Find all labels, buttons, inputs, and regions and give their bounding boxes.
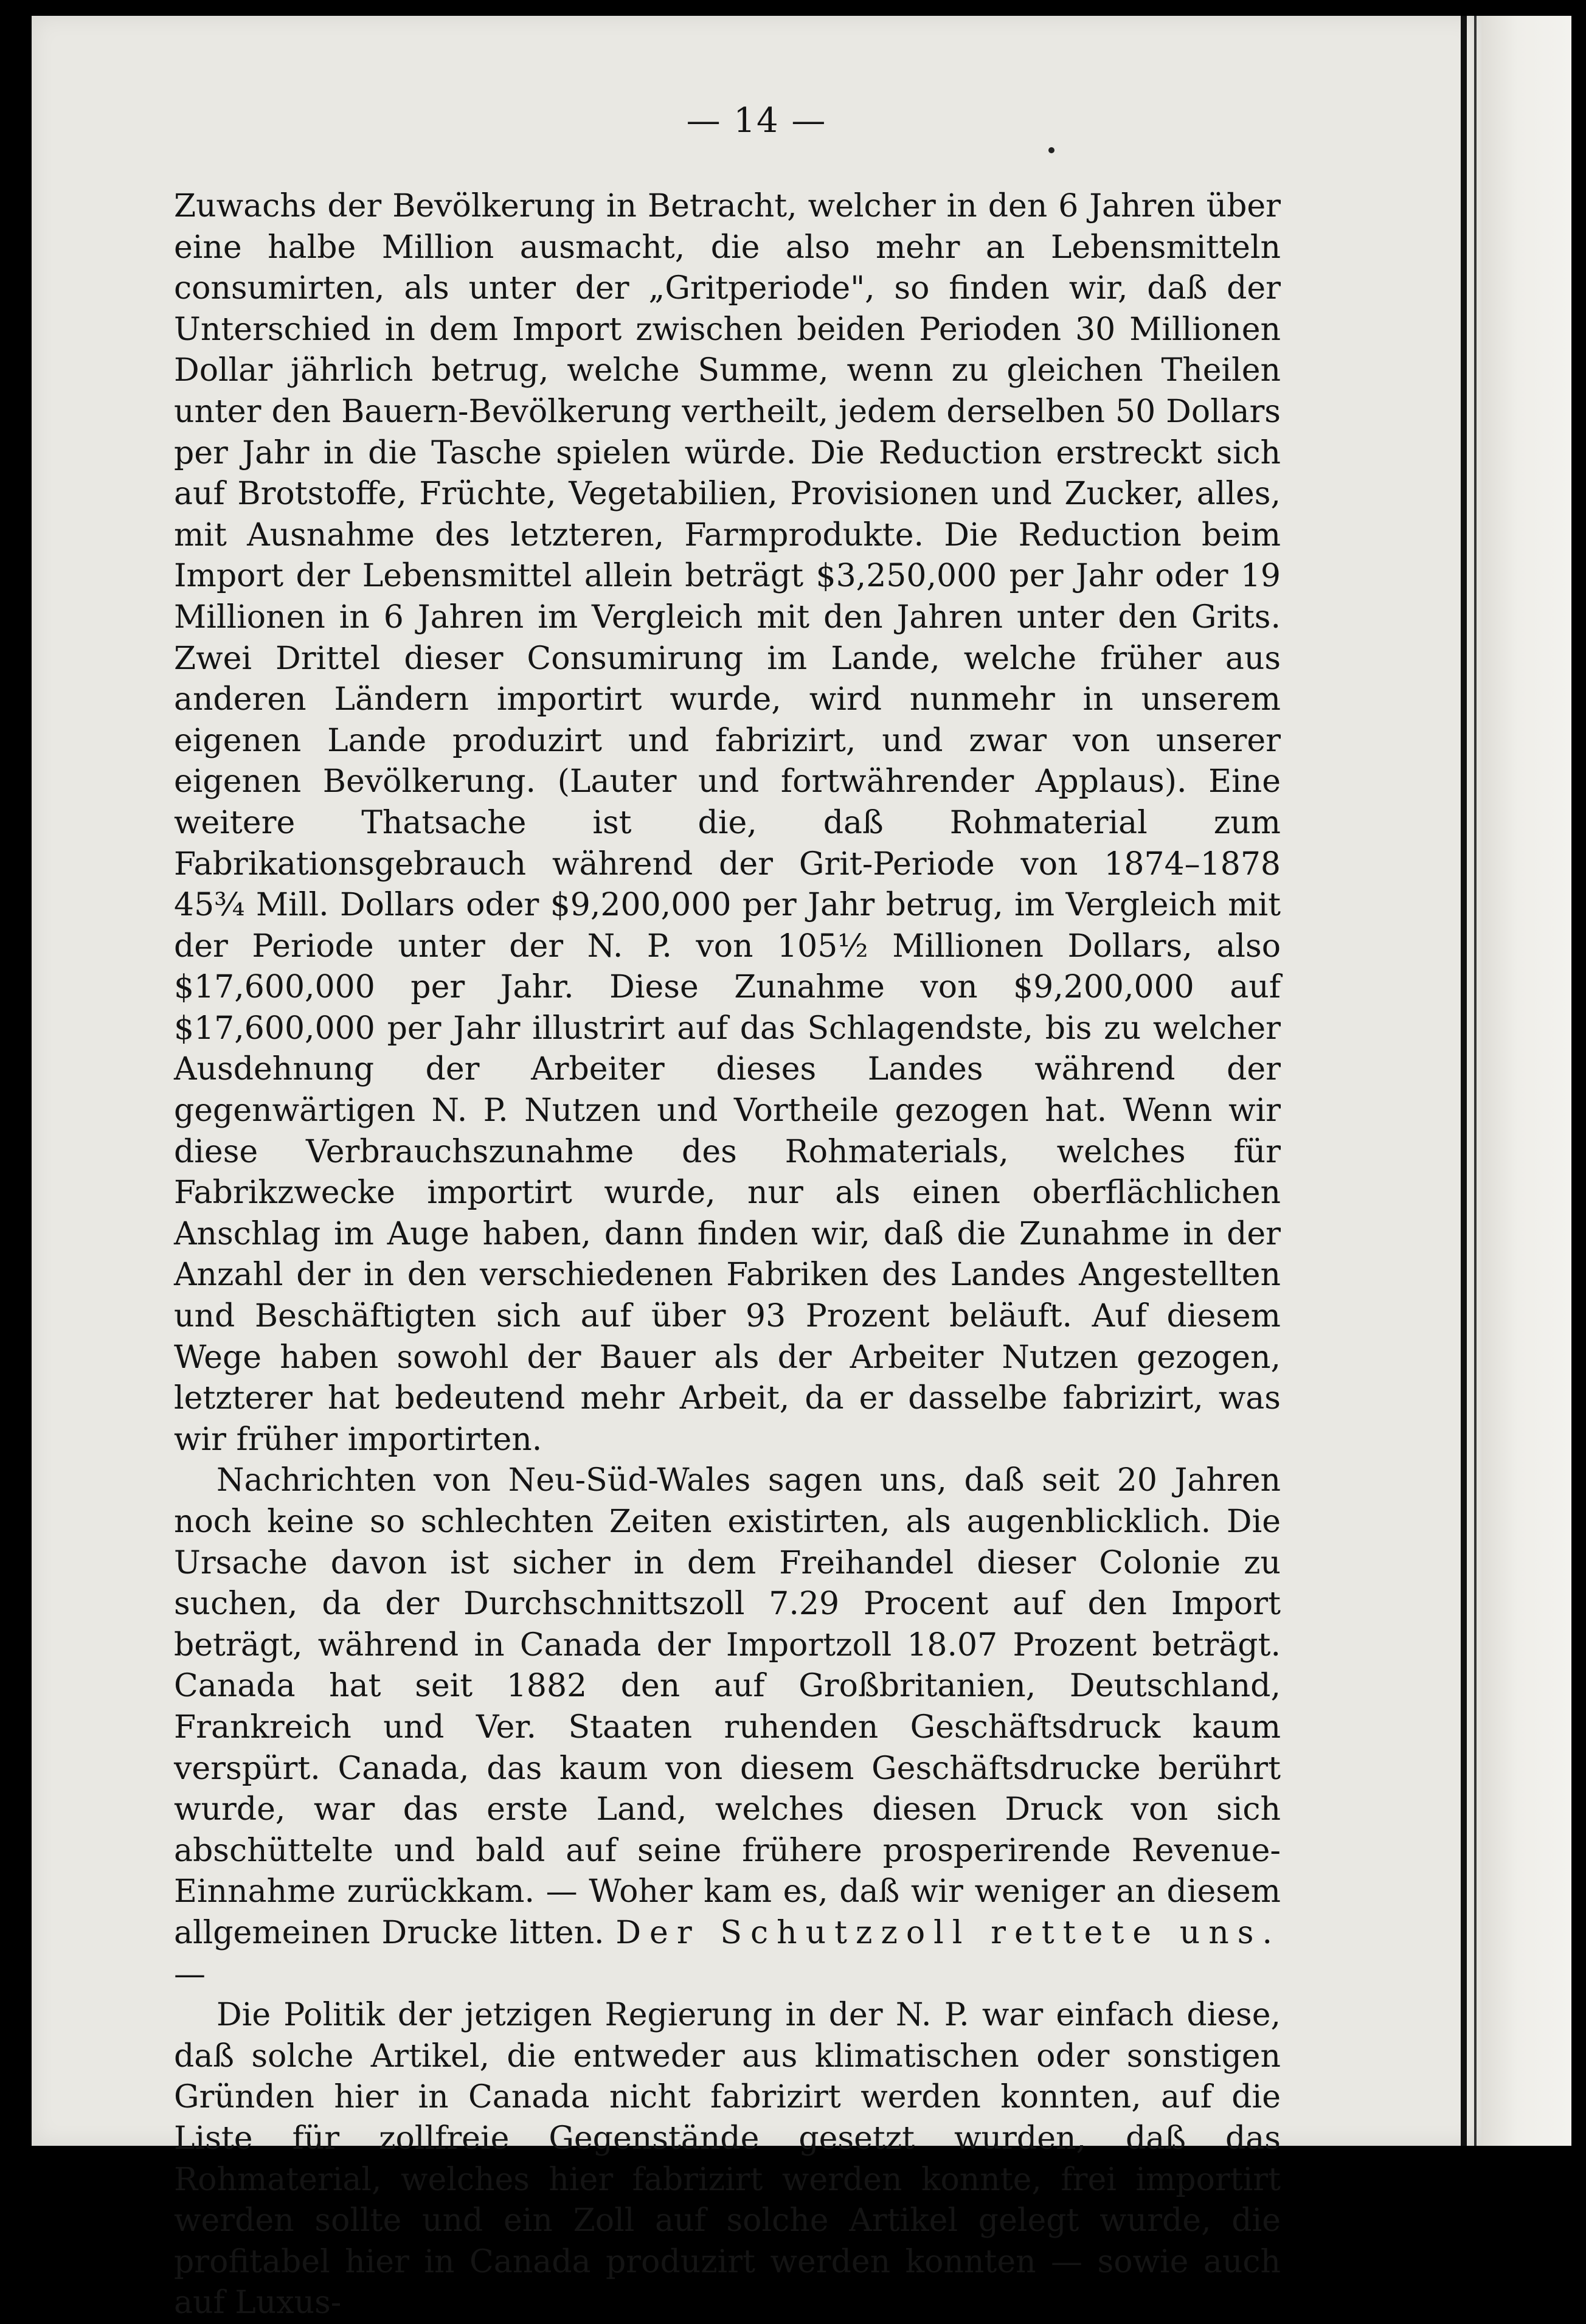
paragraph-2 bbox=[174, 1460, 1281, 1995]
spaced-emphasis-tail: — bbox=[174, 1955, 206, 1993]
paragraph-2-text: Nachrichten von Neu-Süd-Wales sagen uns, daß seit 20 Jahren noch keine so schlechten Zeiten existirten, als augenblicklich. Die Ursache davon ist sicher in dem Freihandel dieser Colonie zu suchen, da der Durchschnittszoll 7.29 Procent auf den Import beträgt, während in Canada der Importzoll 18.07 Prozent beträgt. Canada hat seit 1882 den auf Großbritanien, Deutschland, Frankreich und Ver. Staaten ruhenden Geschäftsdruck kaum verspürt. Canada, das kaum von diesem Geschäftsdrucke berührt wurde, war das erste Land, welches diesen Druck von sich abschüttelte und bald auf seine frühere prosperirende Revenue-Einnahme zurückkam. — Woher kam es, daß wir weniger an diesem allgemeinen Drucke litten. bbox=[174, 1462, 1281, 1951]
body-text bbox=[174, 186, 1281, 2324]
paragraph-3: Die Politik der jetzigen Regierung in der N. P. war einfach diese, daß solche Artikel, die entweder aus klimatischen oder sonstigen Gründen hier in Canada nicht fabrizirt werden konnten, auf die Liste für zollfreie Gegenstände gesetzt wurden, daß das Rohmaterial, welches hier fabrizirt werden konnte, frei importirt werden sollte und ein Zoll auf solche Artikel gelegt wurde, die profitabel hier in Canada produzirt werden konnten — sowie auch auf Luxus- bbox=[174, 1997, 1281, 2322]
spaced-emphasis: Der Schutzzoll rettete uns. bbox=[615, 1914, 1281, 1951]
book-page bbox=[32, 16, 1481, 2322]
page-number: — 14 — bbox=[686, 101, 827, 140]
adjacent-page-edge bbox=[1481, 16, 1571, 2146]
page-binding-edge-inner bbox=[1474, 16, 1477, 2146]
ink-spot bbox=[1048, 147, 1054, 153]
paragraph-1: Zuwachs der Bevölkerung in Betracht, welcher in den 6 Jahren über eine halbe Million ausmacht, die also mehr an Lebensmitteln consumirten, als unter der „Gritperiode", so finden wir, daß der Unterschied in dem Import zwischen beiden Perioden 30 Millionen Dollar jährlich betrug, welche Summe, wenn zu gleichen Theilen unter den Bauern-Bevölkerung vertheilt, jedem derselben 50 Dollars per Jahr in die Tasche spielen würde. Die Reduction erstreckt sich auf Brotstoffe, Früchte, Vegetabilien, Provisionen und Zucker, alles, mit Ausnahme des letzteren, Farmprodukte. Die Reduction beim Import der Lebensmittel allein beträgt $3,250,000 per Jahr oder 19 Millionen in 6 Jahren im Vergleich mit den Jahren unter den Grits. Zwei Drittel dieser Consumirung im Lande, welche früher aus anderen Ländern importirt wurde, wird nunmehr in unserem eigenen Lande produzirt und fabrizirt, und zwar von unserer eigenen Bevölkerung. (Lauter und fortwährender Applaus). Eine weitere Thatsache ist die, daß Rohmaterial zum Fabrikationsgebrauch während der Grit-Periode von 1874–1878 45¾ Mill. Dollars oder $9,200,000 per Jahr betrug, im Vergleich mit der Periode unter der N. P. von 105½ Millionen Dollars, also $17,600,000 per Jahr. Diese Zunahme von $9,200,000 auf $17,600,000 per Jahr illustrirt auf das Schlagendste, bis zu welcher Ausdehnung der Arbeiter dieses Landes während der gegenwärtigen N. P. Nutzen und Vortheile gezogen hat. Wenn wir diese Verbrauchszunahme des Rohmaterials, welches für Fabrikzwecke importirt wurde, nur als einen oberflächlichen Anschlag im Auge haben, dann finden wir, daß die Zunahme in der Anzahl der in den verschiedenen Fabriken des Landes Angestellten und Beschäftigten sich auf über 93 Prozent beläuft. Auf diesem Wege haben sowohl der Bauer als der Arbeiter Nutzen gezogen, letzterer hat bedeutend mehr Arbeit, da er dasselbe fabrizirt, was wir früher importirten. bbox=[174, 188, 1281, 1458]
page-binding-edge bbox=[1461, 16, 1467, 2146]
